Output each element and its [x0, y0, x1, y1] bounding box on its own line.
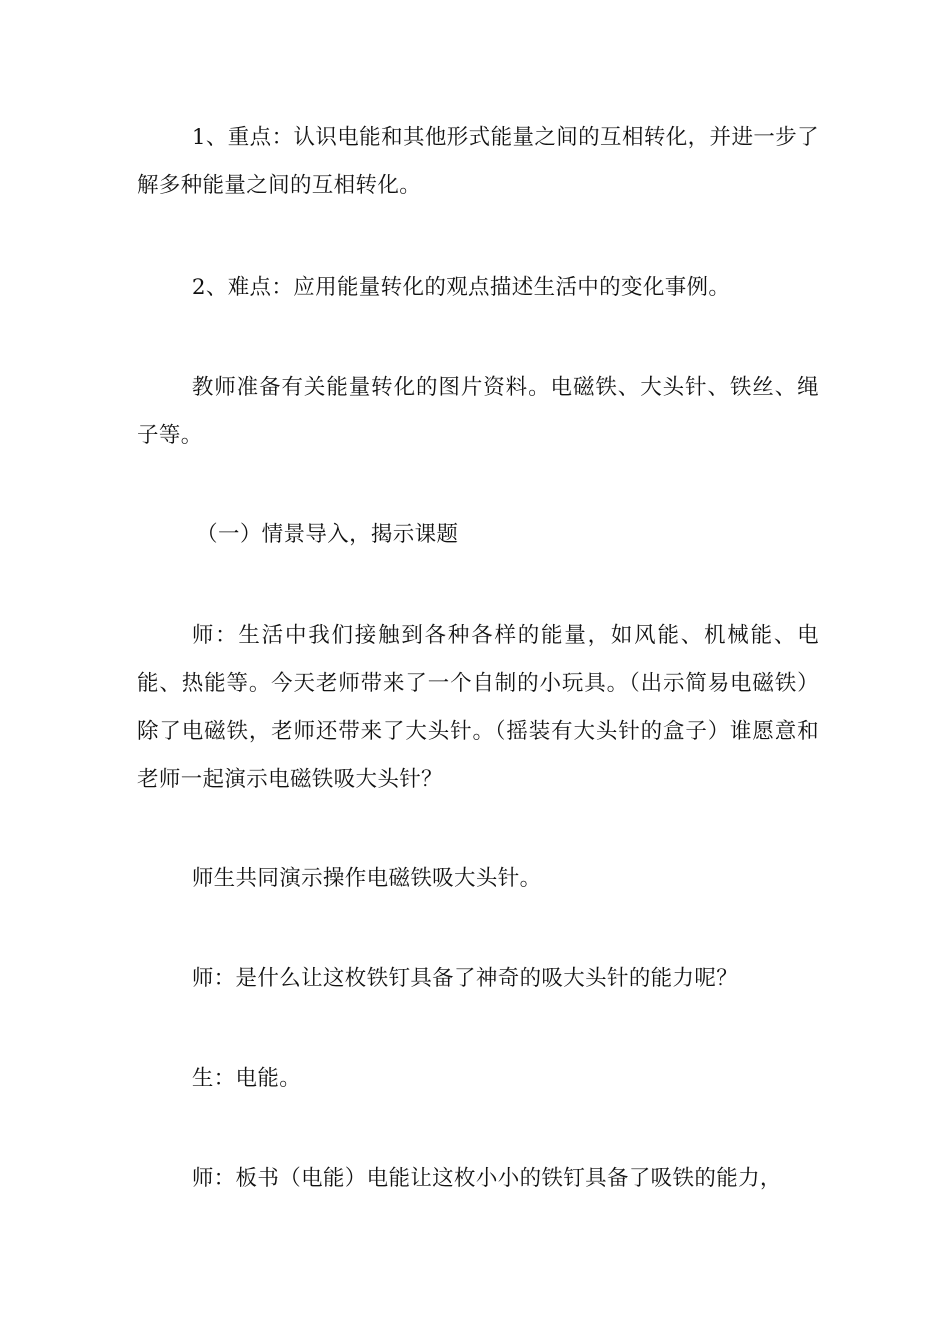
paragraph-student-answer: 生：电能。	[191, 1066, 302, 1091]
paragraph-teacher-intro: 师：生活中我们接触到各种各样的能量，如风能、机械能、电能、热能等。今天老师带来了一个自制的小玩具。（出示简易电磁铁）除了电磁铁，老师还带来了大头针。（摇装有大头针的盒子）谁愿意和老师一起演示电磁铁吸大头针？	[137, 623, 819, 792]
paragraph-demonstration: 师生共同演示操作电磁铁吸大头针。	[191, 866, 542, 891]
paragraph-key-point: 1、重点：认识电能和其他形式能量之间的互相转化，并进一步了解多种能量之间的互相转化。	[137, 125, 819, 198]
paragraph-teacher-question: 师：是什么让这枚铁钉具备了神奇的吸大头针的能力呢？	[191, 966, 739, 991]
paragraph-difficult-point: 2、难点：应用能量转化的观点描述生活中的变化事例。	[191, 275, 731, 300]
section-heading-introduction: （一）情景导入，揭示课题	[196, 522, 459, 547]
paragraph-teacher-board-writing: 师：板书（电能）电能让这枚小小的铁钉具备了吸铁的能力，	[191, 1166, 782, 1191]
paragraph-teacher-preparation: 教师准备有关能量转化的图片资料。电磁铁、大头针、铁丝、绳子等。	[137, 375, 819, 448]
